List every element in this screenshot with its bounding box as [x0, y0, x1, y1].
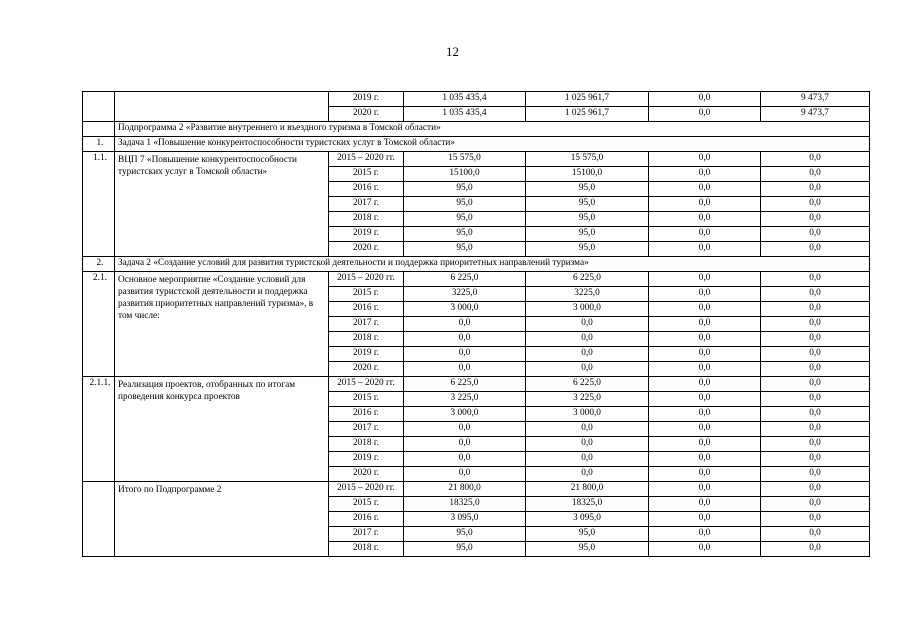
value-cell: 3 000,0: [526, 302, 649, 317]
value-cell: 0,0: [526, 437, 649, 452]
activity-name: Реализация проектов, отобранных по итогам проведения конкурса проектов: [115, 377, 329, 482]
value-cell: 0,0: [761, 482, 870, 497]
value-cell: 0,0: [761, 212, 870, 227]
value-cell: 18325,0: [404, 497, 526, 512]
period-cell: 2015 г.: [329, 497, 404, 512]
value-cell: 0,0: [761, 452, 870, 467]
value-cell: 0,0: [649, 317, 761, 332]
value-cell: 95,0: [526, 527, 649, 542]
value-cell: 15100,0: [526, 167, 649, 182]
period-cell: 2017 г.: [329, 527, 404, 542]
value-cell: 0,0: [649, 497, 761, 512]
period-cell: 2018 г.: [329, 542, 404, 557]
value-cell: 95,0: [404, 212, 526, 227]
value-cell: 95,0: [526, 182, 649, 197]
value-cell: 0,0: [649, 182, 761, 197]
value-cell: 95,0: [404, 227, 526, 242]
subprogram-row: [83, 122, 870, 137]
value-cell: 0,0: [761, 422, 870, 437]
period-cell: 2019 г.: [329, 452, 404, 467]
period-cell: 2017 г.: [329, 197, 404, 212]
value-cell: 0,0: [526, 347, 649, 362]
value-cell: 18325,0: [526, 497, 649, 512]
value-cell: 0,0: [761, 542, 870, 557]
period-cell: 2016 г.: [329, 512, 404, 527]
value-cell: 95,0: [404, 542, 526, 557]
value-cell: 0,0: [526, 317, 649, 332]
activity-number: 2.1.1.: [83, 377, 115, 482]
value-cell: 9 473,7: [761, 107, 870, 122]
table-row: [83, 92, 870, 107]
value-cell: 0,0: [526, 362, 649, 377]
value-cell: 6 225,0: [404, 377, 526, 392]
value-cell: 0,0: [649, 542, 761, 557]
value-cell: 0,0: [649, 107, 761, 122]
value-cell: 0,0: [761, 197, 870, 212]
table-row: [83, 272, 870, 287]
period-cell: 2015 – 2020 гг.: [329, 482, 404, 497]
value-cell: 21 800,0: [404, 482, 526, 497]
value-cell: 0,0: [649, 242, 761, 257]
value-cell: 21 800,0: [526, 482, 649, 497]
value-cell: 0,0: [404, 467, 526, 482]
value-cell: 0,0: [649, 302, 761, 317]
value-cell: 6 225,0: [526, 272, 649, 287]
table-row: [83, 152, 870, 167]
value-cell: 0,0: [404, 317, 526, 332]
value-cell: 0,0: [649, 512, 761, 527]
value-cell: 0,0: [761, 182, 870, 197]
task-title: Задача 1 «Повышение конкурентоспособности туристских услуг в Томской области»: [115, 137, 870, 152]
value-cell: 0,0: [649, 227, 761, 242]
period-cell: 2020 г.: [329, 362, 404, 377]
task-title: Задача 2 «Создание условий для развития туристской деятельности и поддержка приоритетных направлений туризма»: [115, 257, 870, 272]
value-cell: 3 000,0: [404, 407, 526, 422]
value-cell: 0,0: [761, 332, 870, 347]
value-cell: 0,0: [761, 392, 870, 407]
period-cell: 2015 г.: [329, 287, 404, 302]
subprogram-title: Подпрограмма 2 «Развитие внутреннего и въездного туризма в Томской области»: [115, 122, 870, 137]
value-cell: 0,0: [761, 407, 870, 422]
value-cell: 6 225,0: [404, 272, 526, 287]
activity-name: Итого по Подпрограмме 2: [115, 482, 329, 557]
value-cell: 1 025 961,7: [526, 107, 649, 122]
value-cell: 0,0: [761, 377, 870, 392]
period-cell: 2017 г.: [329, 422, 404, 437]
value-cell: 0,0: [526, 422, 649, 437]
value-cell: 0,0: [649, 422, 761, 437]
value-cell: 0,0: [404, 347, 526, 362]
value-cell: 0,0: [761, 272, 870, 287]
value-cell: 0,0: [649, 527, 761, 542]
value-cell: 95,0: [526, 542, 649, 557]
value-cell: 0,0: [649, 272, 761, 287]
value-cell: 0,0: [761, 287, 870, 302]
value-cell: 0,0: [649, 197, 761, 212]
value-cell: 15 575,0: [404, 152, 526, 167]
value-cell: 0,0: [649, 167, 761, 182]
value-cell: 0,0: [649, 332, 761, 347]
period-cell: 2015 г.: [329, 392, 404, 407]
period-cell: 2020 г.: [329, 467, 404, 482]
value-cell: 15100,0: [404, 167, 526, 182]
value-cell: 0,0: [404, 452, 526, 467]
value-cell: 3 225,0: [526, 392, 649, 407]
period-cell: 2019 г.: [329, 92, 404, 107]
value-cell: 0,0: [761, 302, 870, 317]
value-cell: 0,0: [649, 287, 761, 302]
value-cell: 0,0: [761, 467, 870, 482]
activity-name-cell: [115, 92, 329, 122]
value-cell: 0,0: [649, 392, 761, 407]
task-number: 2.: [83, 257, 115, 272]
period-cell: 2015 – 2020 гг.: [329, 152, 404, 167]
value-cell: 0,0: [404, 422, 526, 437]
task-row: [83, 257, 870, 272]
value-cell: 95,0: [526, 242, 649, 257]
period-cell: 2016 г.: [329, 182, 404, 197]
value-cell: 95,0: [404, 182, 526, 197]
period-cell: 2015 г.: [329, 167, 404, 182]
period-cell: 2018 г.: [329, 332, 404, 347]
value-cell: 0,0: [526, 467, 649, 482]
value-cell: 0,0: [649, 347, 761, 362]
value-cell: 0,0: [649, 437, 761, 452]
value-cell: 3225,0: [526, 287, 649, 302]
value-cell: 3 000,0: [404, 302, 526, 317]
value-cell: 0,0: [761, 527, 870, 542]
table-row: [83, 482, 870, 497]
period-cell: 2015 – 2020 гг.: [329, 272, 404, 287]
period-cell: 2016 г.: [329, 407, 404, 422]
value-cell: 0,0: [649, 362, 761, 377]
value-cell: 0,0: [761, 347, 870, 362]
value-cell: 95,0: [526, 197, 649, 212]
activity-number: [83, 482, 115, 557]
value-cell: 0,0: [649, 452, 761, 467]
value-cell: 1 035 435,4: [404, 107, 526, 122]
value-cell: 0,0: [761, 362, 870, 377]
period-cell: 2017 г.: [329, 317, 404, 332]
value-cell: 0,0: [526, 452, 649, 467]
value-cell: 3 000,0: [526, 407, 649, 422]
value-cell: 0,0: [404, 362, 526, 377]
row-number-cell: [83, 122, 115, 137]
period-cell: 2019 г.: [329, 227, 404, 242]
period-cell: 2019 г.: [329, 347, 404, 362]
value-cell: 0,0: [649, 92, 761, 107]
activity-number: 2.1.: [83, 272, 115, 377]
task-row: [83, 137, 870, 152]
value-cell: 95,0: [404, 242, 526, 257]
value-cell: 0,0: [761, 437, 870, 452]
value-cell: 0,0: [649, 482, 761, 497]
value-cell: 0,0: [404, 332, 526, 347]
value-cell: 3 095,0: [404, 512, 526, 527]
period-cell: 2016 г.: [329, 302, 404, 317]
value-cell: 95,0: [404, 527, 526, 542]
value-cell: 0,0: [404, 437, 526, 452]
value-cell: 95,0: [526, 212, 649, 227]
value-cell: 3 095,0: [526, 512, 649, 527]
value-cell: 0,0: [761, 152, 870, 167]
period-cell: 2020 г.: [329, 107, 404, 122]
value-cell: 1 035 435,4: [404, 92, 526, 107]
period-cell: 2020 г.: [329, 242, 404, 257]
value-cell: 9 473,7: [761, 92, 870, 107]
task-number: 1.: [83, 137, 115, 152]
value-cell: 95,0: [404, 197, 526, 212]
activity-name: Основное мероприятие «Создание условий для развития туристской деятельности и поддержка развития приоритетных направлений туризма», в том числе:: [115, 272, 329, 377]
period-cell: 2015 – 2020 гг.: [329, 377, 404, 392]
value-cell: 0,0: [649, 152, 761, 167]
budget-table: [82, 91, 870, 557]
value-cell: 0,0: [761, 242, 870, 257]
value-cell: 15 575,0: [526, 152, 649, 167]
page-number: 12: [446, 44, 459, 59]
value-cell: 3225,0: [404, 287, 526, 302]
value-cell: 0,0: [761, 227, 870, 242]
row-number-cell: [83, 92, 115, 122]
value-cell: 0,0: [526, 332, 649, 347]
value-cell: 0,0: [649, 407, 761, 422]
value-cell: 0,0: [761, 512, 870, 527]
value-cell: 3 225,0: [404, 392, 526, 407]
activity-name: ВЦП 7 «Повышение конкурентоспособности туристских услуг в Томской области»: [115, 152, 329, 257]
value-cell: 0,0: [761, 317, 870, 332]
value-cell: 0,0: [649, 467, 761, 482]
value-cell: 0,0: [761, 167, 870, 182]
value-cell: 6 225,0: [526, 377, 649, 392]
period-cell: 2018 г.: [329, 212, 404, 227]
period-cell: 2018 г.: [329, 437, 404, 452]
value-cell: 0,0: [649, 377, 761, 392]
value-cell: 95,0: [526, 227, 649, 242]
table-row: [83, 377, 870, 392]
value-cell: 1 025 961,7: [526, 92, 649, 107]
value-cell: 0,0: [761, 497, 870, 512]
activity-number: 1.1.: [83, 152, 115, 257]
value-cell: 0,0: [649, 212, 761, 227]
